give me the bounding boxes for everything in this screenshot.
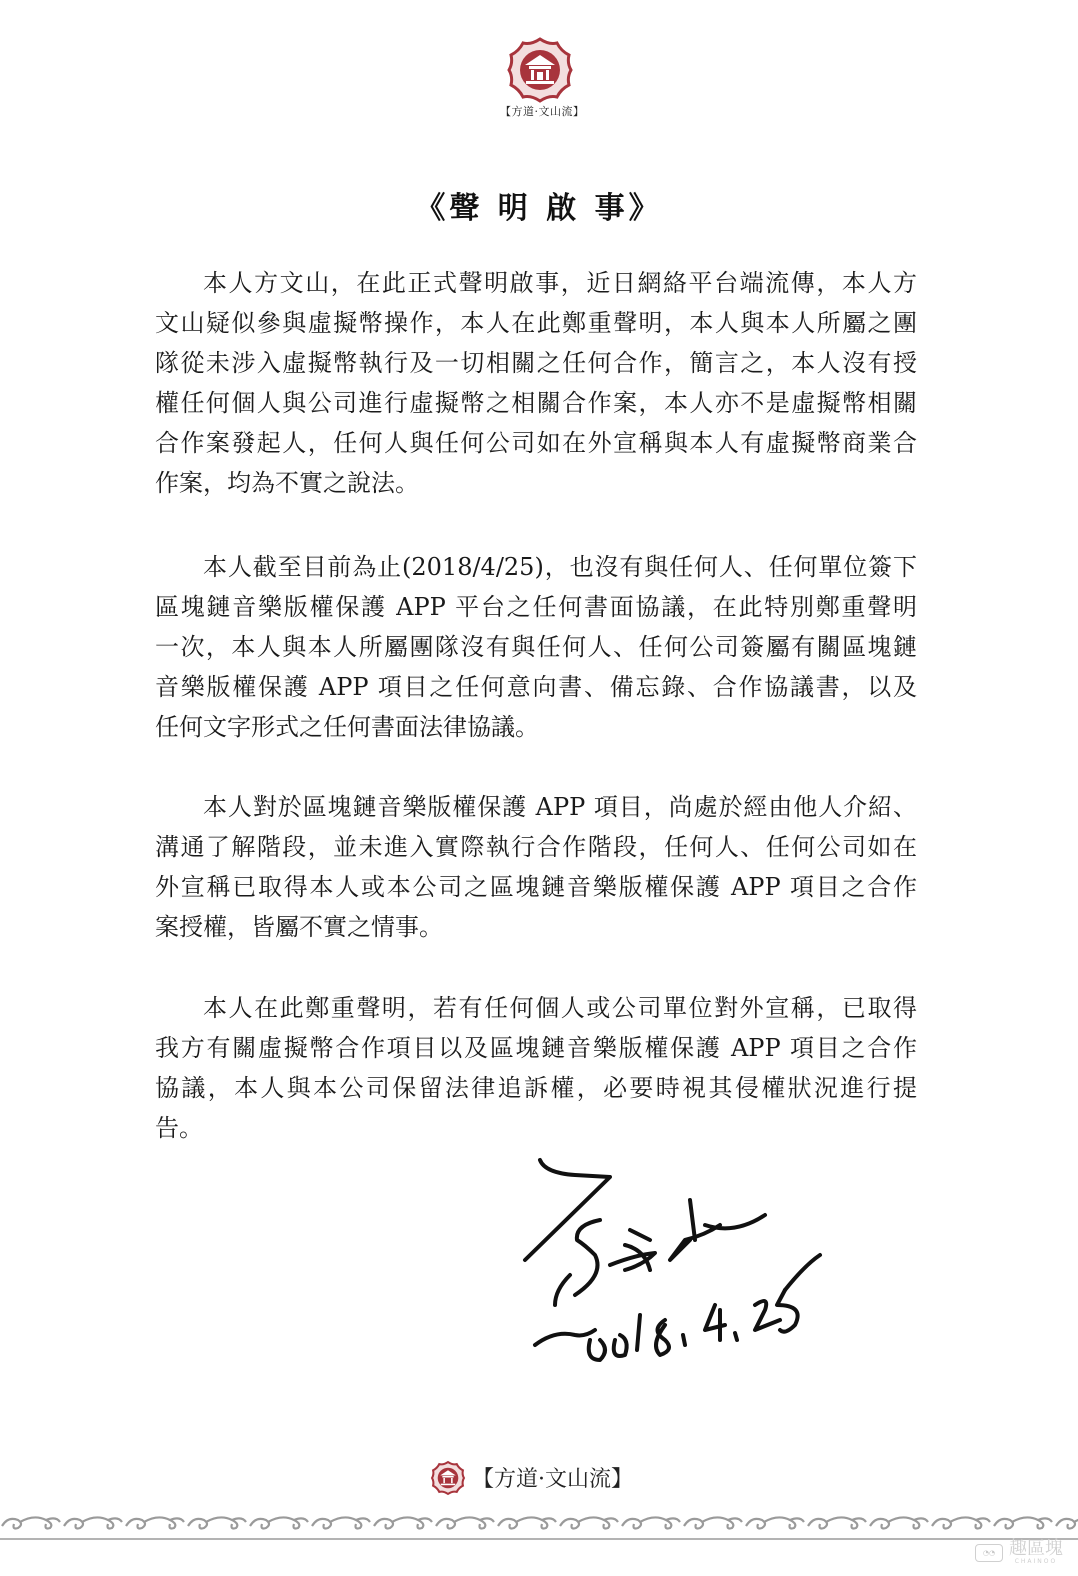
paragraph-line: 任何文字形式之任何書面法律協議。 — [155, 713, 539, 741]
paragraph-line: 音樂版權保護 APP 項目之任何意向書、備忘錄、合作協議書，以及 — [155, 673, 917, 701]
paragraph-line: 本人對於區塊鏈音樂版權保護 APP 項目，尚處於經由他人介紹、 — [203, 793, 917, 821]
chat-bubble-icon: ◔◔ — [975, 1544, 1003, 1562]
pavilion-seal-icon — [505, 35, 575, 105]
paragraph-line: 區塊鏈音樂版權保護 APP 平台之任何書面協議，在此特別鄭重聲明 — [155, 593, 917, 621]
paragraph-line: 案授權，皆屬不實之情事。 — [155, 913, 443, 941]
pavilion-seal-icon — [430, 1460, 466, 1496]
paragraph-line: 本人截至目前為止(2018/4/25)，也沒有與任何人、任何單位簽下 — [203, 553, 917, 581]
handwritten-signature — [515, 1145, 825, 1375]
paragraph-line: 告。 — [155, 1114, 203, 1142]
paragraph-line: 本人在此鄭重聲明，若有任何個人或公司單位對外宣稱，已取得 — [203, 994, 917, 1022]
paragraph-4 — [155, 988, 917, 1148]
paragraph-3 — [155, 787, 917, 947]
paragraph-2 — [155, 547, 917, 747]
watermark-sub: CHAINOO — [1014, 1558, 1058, 1565]
watermark — [975, 1540, 1063, 1565]
paragraph-line: 文山疑似參與虛擬幣操作，本人在此鄭重聲明，本人與本人所屬之團 — [155, 309, 917, 337]
paragraph-line: 一次，本人與本人所屬團隊沒有與任何人、任何公司簽屬有關區塊鏈 — [155, 633, 917, 661]
scroll-vine-border — [0, 1512, 1078, 1544]
paragraph-line: 我方有關虛擬幣合作項目以及區塊鏈音樂版權保護 APP 項目之合作 — [155, 1034, 917, 1062]
brand-label-bottom: 【方道·文山流】 — [472, 1467, 633, 1492]
paragraph-line: 權任何個人與公司進行虛擬幣之相關合作案，本人亦不是虛擬幣相關 — [155, 389, 917, 417]
paragraph-line: 本人方文山，在此正式聲明啟事，近日網絡平台端流傳，本人方 — [203, 269, 917, 297]
paragraph-line: 隊從未涉入虛擬幣執行及一切相關之任何合作，簡言之，本人沒有授 — [155, 349, 917, 377]
brand-label-top: 【方道·文山流】 — [500, 105, 585, 118]
paragraph-line: 合作案發起人，任何人與任何公司如在外宣稱與本人有虛擬幣商業合 — [155, 429, 917, 457]
paragraph-line: 外宣稱已取得本人或本公司之區塊鏈音樂版權保護 APP 項目之合作 — [155, 873, 917, 901]
paragraph-line: 協議，本人與本公司保留法律追訴權，必要時視其侵權狀況進行提 — [155, 1074, 917, 1102]
paragraph-line: 溝通了解階段，並未進入實際執行合作階段，任何人、任何公司如在 — [155, 833, 917, 861]
document-title: 《聲 明 啟 事》 — [415, 191, 663, 226]
paragraph-line: 作案，均為不實之說法。 — [155, 469, 419, 497]
watermark-text: 趣區塊 — [1009, 1538, 1063, 1559]
paragraph-1 — [155, 263, 917, 503]
